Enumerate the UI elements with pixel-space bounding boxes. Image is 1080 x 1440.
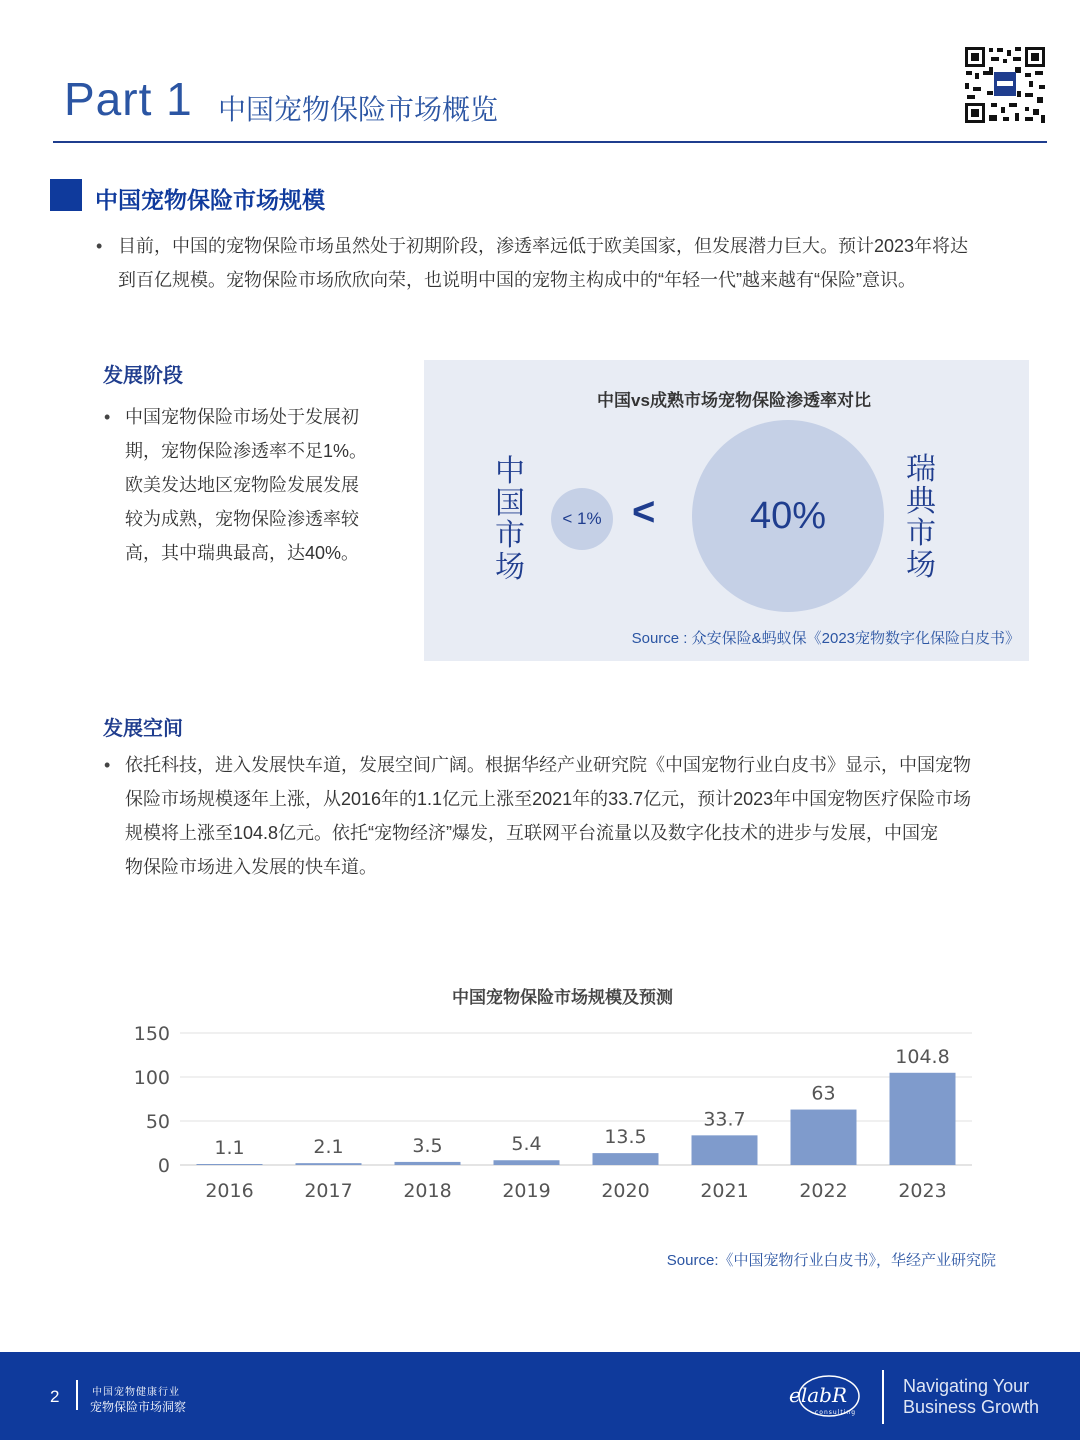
bar (692, 1135, 758, 1165)
label-char: 瑞 (906, 453, 936, 486)
sweden-rate-circle (692, 420, 884, 612)
x-tick-label: 2017 (304, 1180, 353, 1202)
y-tick-label: 0 (157, 1155, 170, 1177)
x-tick-label: 2016 (205, 1180, 254, 1202)
x-tick-label: 2019 (502, 1180, 551, 1202)
data-label: 1.1 (214, 1137, 245, 1159)
y-tick-label: 100 (133, 1067, 170, 1089)
label-char: 市 (906, 517, 936, 550)
x-tick-label: 2021 (700, 1180, 749, 1202)
label-char: 国 (495, 487, 525, 520)
data-label: 63 (811, 1082, 836, 1105)
bar (890, 1073, 956, 1165)
section-marker (50, 179, 82, 211)
china-rate-circle (551, 488, 613, 550)
footer-report-title: 宠物保险市场洞察 (90, 1400, 187, 1414)
footer-divider (76, 1380, 78, 1410)
chart-title: 中国宠物保险市场规模及预测 (452, 988, 673, 1007)
footer-report-series: 中国宠物健康行业 (92, 1387, 180, 1398)
label-char: 中 (495, 455, 525, 488)
space-paragraph (125, 748, 1045, 884)
bar (791, 1110, 857, 1165)
data-label: 3.5 (412, 1134, 443, 1157)
china-market-label (492, 456, 528, 584)
bullet-icon: • (104, 755, 111, 775)
data-label: 13.5 (604, 1126, 647, 1149)
data-label: 5.4 (511, 1133, 542, 1156)
section-title: 中国宠物保险市场规模 (95, 187, 325, 213)
intro-line: 到百亿规模。宠物保险市场欣欣向荣，也说明中国的宠物主构成中的“年轻一代”越来越有“保险”意识。 (118, 270, 916, 290)
stage-title: 发展阶段 (103, 365, 183, 387)
chart-source: Source:《中国宠物行业白皮书》，华经产业研究院 (666, 1252, 996, 1269)
x-tick-label: 2020 (601, 1180, 650, 1202)
space-line: 保险市场规模逐年上涨，从2016年的1.1亿元上涨至2021年的33.7亿元，预计2023年中国宠物医疗保险市场 (125, 789, 972, 809)
bar (296, 1163, 362, 1165)
stage-line: 中国宠物保险市场处于发展初 (125, 407, 359, 427)
x-tick-label: 2023 (898, 1180, 947, 1202)
sweden-rate-value: 40% (749, 494, 827, 537)
tagline-line: Navigating Your (903, 1376, 1030, 1396)
bar (494, 1160, 560, 1165)
label-char: 市 (495, 519, 525, 552)
space-line: 依托科技，进入发展快车道，发展空间广阔。根据华经产业研究院《中国宠物行业白皮书》显示，中国宠物 (125, 755, 971, 775)
footer-vertical-line (882, 1370, 884, 1424)
y-tick-label: 150 (133, 1023, 170, 1045)
bar (593, 1153, 659, 1165)
stage-paragraph (125, 400, 415, 570)
tagline-line: Business Growth (903, 1397, 1040, 1417)
intro-paragraph (118, 229, 1048, 297)
space-line: 物保险市场进入发展的快车道。 (125, 857, 377, 877)
x-tick-label: 2018 (403, 1180, 452, 1202)
stage-line: 期，宠物保险渗透率不足1%。 (125, 441, 368, 461)
space-title: 发展空间 (103, 718, 183, 740)
bar (395, 1162, 461, 1165)
part-title: 中国宠物保险市场概览 (218, 94, 499, 125)
tagline (903, 1376, 1039, 1418)
label-char: 典 (906, 485, 936, 518)
bullet-icon: • (104, 407, 111, 427)
stage-line: 较为成熟，宠物保险渗透率较 (125, 509, 359, 529)
intro-line: 目前，中国的宠物保险市场虽然处于初期阶段，渗透率远低于欧美国家，但发展潜力巨大。预计2023年将达 (118, 236, 969, 256)
china-rate-value: < 1% (562, 509, 602, 528)
page-number: 2 (50, 1387, 60, 1406)
market-size-bar-chart (120, 1015, 980, 1215)
logo-subtext: consulting (815, 1409, 856, 1416)
y-tick-label: 50 (145, 1111, 170, 1133)
space-line: 规模将上涨至104.8亿元。依托“宠物经济”爆发，互联网平台流量以及数字化技术的进步与发展，中国宠 (125, 823, 939, 843)
comparison-title: 中国vs成熟市场宠物保险渗透率对比 (597, 391, 871, 410)
x-tick-label: 2022 (799, 1180, 848, 1202)
comparison-source: Source : 众安保险&蚂蚁保《2023宠物数字化保险白皮书》 (631, 630, 1020, 647)
logo-text: elabR (789, 1383, 848, 1407)
data-label: 104.8 (895, 1045, 950, 1068)
qr-code-icon[interactable] (963, 45, 1047, 125)
header-divider (53, 141, 1047, 143)
elabr-logo (785, 1372, 865, 1422)
label-char: 场 (495, 551, 525, 584)
bar (197, 1164, 263, 1165)
part-label: Part 1 (64, 73, 193, 125)
data-label: 2.1 (313, 1136, 344, 1159)
stage-line: 欧美发达地区宠物险发展发展 (125, 475, 359, 495)
less-than-sign: < (632, 490, 656, 534)
bullet-icon: • (96, 236, 103, 256)
label-char: 场 (906, 549, 936, 582)
stage-line: 高，其中瑞典最高，达40%。 (125, 543, 360, 563)
data-label: 33.7 (703, 1108, 746, 1131)
sweden-market-label (903, 454, 939, 582)
